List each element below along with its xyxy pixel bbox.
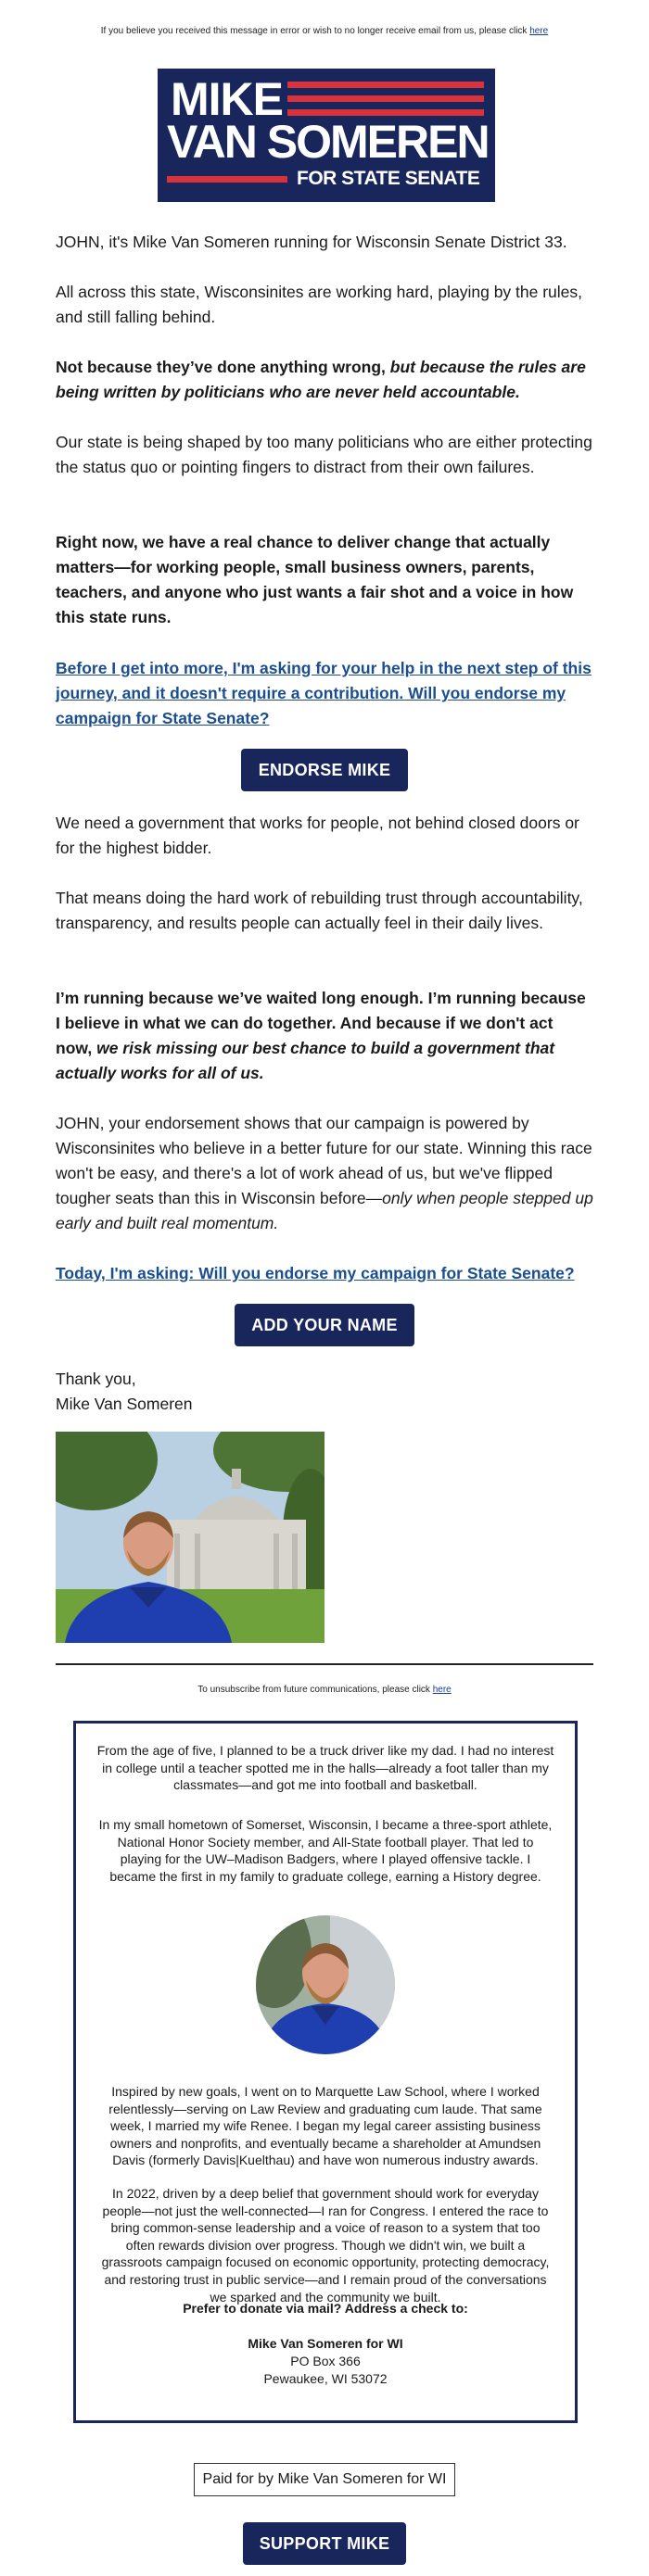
unsubscribe-text: To unsubscribe from future communications, please click — [197, 1685, 433, 1695]
mailing-name: Mike Van Someren for WI — [248, 2336, 403, 2351]
logo-stripe — [287, 82, 484, 88]
top-unsubscribe-link[interactable]: here — [529, 26, 549, 36]
bio-paragraph: From the age of five, I planned to be a truck driver like my dad. I had no interest in college until a teacher spotted me in the halls—already a foot taller than my classmates—and got me into football and basketball. — [96, 1743, 554, 1793]
unsubscribe-note — [0, 1685, 649, 1695]
add-your-name-button[interactable]: ADD YOUR NAME — [235, 1304, 414, 1346]
emphasis-paragraph — [56, 986, 593, 1086]
logo-stripe — [287, 95, 484, 102]
endorsement-text: JOHN, your endorsement shows that our campaign is powered by Wisconsinites who believe in a better future for our state. Winning this race won't be easy, and there's a lot of work ahead of us, but we've flipped tougher seats than this in Wisconsin before— — [56, 1114, 592, 1207]
body-paragraph: We need a government that works for people, not behind closed doors or for the highest bidder. — [56, 814, 579, 857]
endorse-mike-button[interactable]: ENDORSE MIKE — [241, 749, 408, 791]
endorse-campaign-link[interactable]: Before I get into more, I'm asking for your help in the next step of this journey, and it doesn't require a contribution. Will you endorse my campaign for State Senate? — [56, 659, 592, 727]
body-paragraph — [56, 1111, 593, 1236]
mail-donation-heading: Prefer to donate via mail? Address a check to: — [183, 2301, 468, 2316]
greeting-paragraph: JOHN, it's Mike Van Someren running for Wisconsin Senate District 33. — [56, 233, 567, 251]
logo-stripe — [167, 176, 287, 183]
signoff-line: Thank you, — [56, 1370, 136, 1388]
support-mike-button[interactable]: SUPPORT MIKE — [243, 2522, 406, 2565]
emphasis-italic-text: we risk missing our best chance to build a government that actually works for all of us. — [56, 1039, 555, 1082]
signoff-name: Mike Van Someren — [56, 1395, 193, 1413]
endorse-link-paragraph — [56, 656, 593, 731]
emphasis-text: Not because they’ve done anything wrong, — [56, 358, 390, 376]
endorse-campaign-link-2[interactable]: Today, I'm asking: Will you endorse my campaign for State Senate? — [56, 1264, 575, 1282]
logo-line-2: VAN SOMEREN — [167, 116, 489, 168]
bio-box — [73, 1721, 578, 2423]
logo-line-3: FOR STATE SENATE — [297, 168, 480, 189]
paid-for-disclaimer: Paid for by Mike Van Someren for WI — [194, 2463, 455, 2496]
emphasis-italic-text: but because the rules are being written by politicians who are never held accountable. — [56, 358, 586, 401]
mailing-address-line: Pewaukee, WI 53072 — [263, 2371, 388, 2386]
endorse-link-paragraph — [56, 1261, 593, 1286]
unsubscribe-link[interactable]: here — [432, 1685, 452, 1695]
candidate-avatar — [256, 1915, 395, 2054]
logo-stripe — [287, 109, 484, 116]
body-paragraph: Our state is being shaped by too many politicians who are either protecting the status quo or pointing fingers to distract from their own failures. — [56, 433, 592, 476]
emphasis-paragraph — [56, 355, 593, 405]
body-paragraph: That means doing the hard work of rebuilding trust through accountability, transparency, and results people can actually feel in their daily lives. — [56, 889, 583, 932]
bio-paragraph: In 2022, driven by a deep belief that government should work for everyday people—not just the well-connected—I ran for Congress. I entered the race to bring common-sense leadership and a voice of reason to a system that too often rewards division over progress. Though we didn't win, we built a grassroots campaign focused on economic opportunity, protecting democracy, and restoring trust in public service—and I remain proud of the conversations we sparked and the community we built. — [101, 2186, 550, 2305]
candidate-photo — [56, 1432, 324, 1643]
top-disclaimer-text: If you believe you received this message in error or wish to no longer receive email from us, please click — [100, 26, 530, 36]
top-disclaimer — [0, 26, 649, 36]
bio-paragraph: Inspired by new goals, I went on to Marquette Law School, where I worked relentlessly—serving on Law Review and graduating cum laude. That same week, I married my wife Renee. I began my legal career assisting business owners and nonprofits, and eventually became a shareholder at Amundsen Davis (formerly Davis|Kuelthau) and have won numerous industry awards. — [108, 2084, 542, 2168]
section-divider — [56, 1663, 593, 1665]
body-paragraph: All across this state, Wisconsinites are working hard, playing by the rules, and still falling behind. — [56, 283, 583, 326]
logo-line-1: MIKE — [171, 73, 283, 125]
emphasis-text: I’m running because we’ve waited long enough. I’m running because I believe in what we can do together. And because if we don't act now, — [56, 989, 586, 1057]
campaign-logo — [158, 69, 495, 202]
endorsement-italic-text: only when people stepped up early and built real momentum. — [56, 1189, 593, 1232]
mailing-address-line: PO Box 366 — [290, 2354, 361, 2368]
bio-paragraph: In my small hometown of Somerset, Wisconsin, I became a three-sport athlete, National Honor Society member, and All-State football player. That led to playing for the UW–Madison Badgers, where I played offensive tackle. I became the first in my family to graduate college, earning a History degree. — [98, 1817, 553, 1884]
emphasis-paragraph: Right now, we have a real chance to deliver change that actually matters—for working people, small business owners, parents, teachers, and anyone who just wants a fair shot and a voice in how this state runs. — [56, 533, 574, 626]
